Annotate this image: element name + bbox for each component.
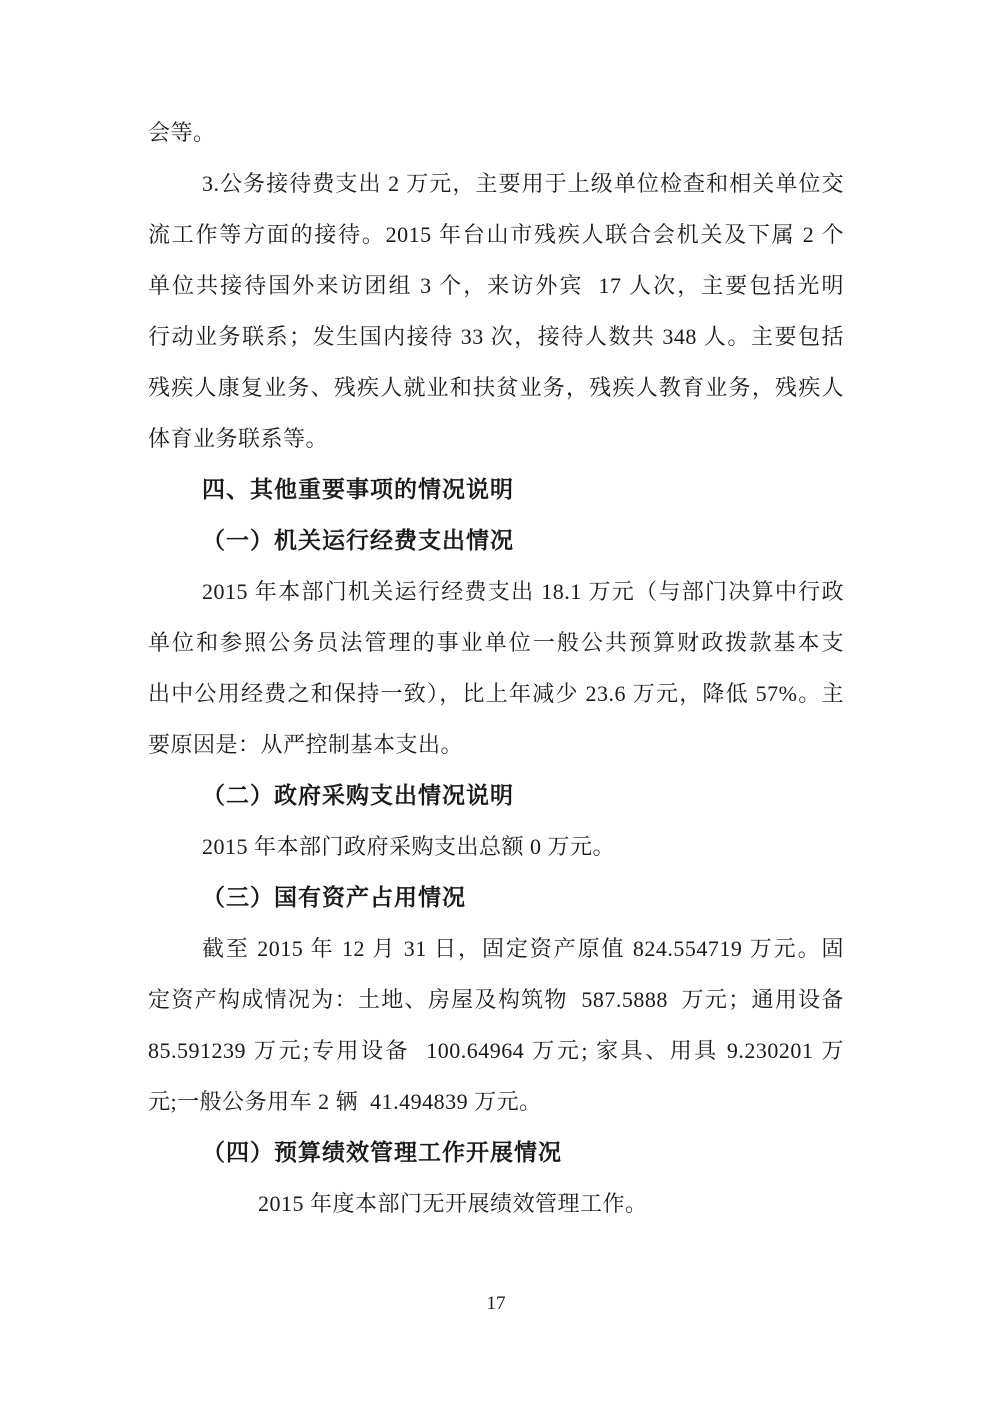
body-line: 体育业务联系等。 [148, 426, 329, 451]
body-line: 2015 年本部门机关运行经费支出 18.1 万元（与部门决算中行政 [202, 579, 844, 604]
subsection-heading-2: （二）政府采购支出情况说明 [202, 783, 514, 808]
body-line: 2015 年度本部门无开展绩效管理工作。 [258, 1191, 648, 1216]
body-line: 85.591239 万元;专用设备 100.64964 万元; 家具、用具 9.230201 万 [148, 1038, 844, 1063]
body-line: 残疾人康复业务、残疾人就业和扶贫业务，残疾人教育业务，残疾人 [148, 375, 844, 400]
page-number: 17 [486, 1293, 506, 1314]
body-line: 定资产构成情况为：土地、房屋及构筑物 587.5888 万元；通用设备 [148, 987, 844, 1012]
body-line: 单位共接待国外来访团组 3 个，来访外宾 17 人次，主要包括光明 [148, 273, 844, 298]
body-line: 会等。 [148, 120, 216, 145]
section-heading-4: 四、其他重要事项的情况说明 [202, 477, 514, 502]
body-line: 单位和参照公务员法管理的事业单位一般公共预算财政拨款基本支 [148, 630, 844, 655]
text-column [148, 107, 844, 1229]
subsection-heading-4: （四）预算绩效管理工作开展情况 [202, 1140, 562, 1165]
body-line: 流工作等方面的接待。2015 年台山市残疾人联合会机关及下属 2 个 [148, 222, 844, 247]
subsection-heading-3: （三）国有资产占用情况 [202, 885, 466, 910]
body-line: 行动业务联系；发生国内接待 33 次，接待人数共 348 人。主要包括 [148, 324, 844, 349]
body-line: 要原因是：从严控制基本支出。 [148, 732, 464, 757]
body-line: 出中公用经费之和保持一致），比上年减少 23.6 万元，降低 57%。主 [148, 681, 845, 706]
subsection-heading-1: （一）机关运行经费支出情况 [202, 528, 514, 553]
body-line: 元;一般公务用车 2 辆 41.494839 万元。 [148, 1089, 542, 1114]
body-line: 2015 年本部门政府采购支出总额 0 万元。 [202, 834, 616, 859]
body-line: 3.公务接待费支出 2 万元，主要用于上级单位检查和相关单位交 [202, 171, 844, 196]
body-line: 截至 2015 年 12 月 31 日，固定资产原值 824.554719 万元。固 [202, 936, 844, 961]
